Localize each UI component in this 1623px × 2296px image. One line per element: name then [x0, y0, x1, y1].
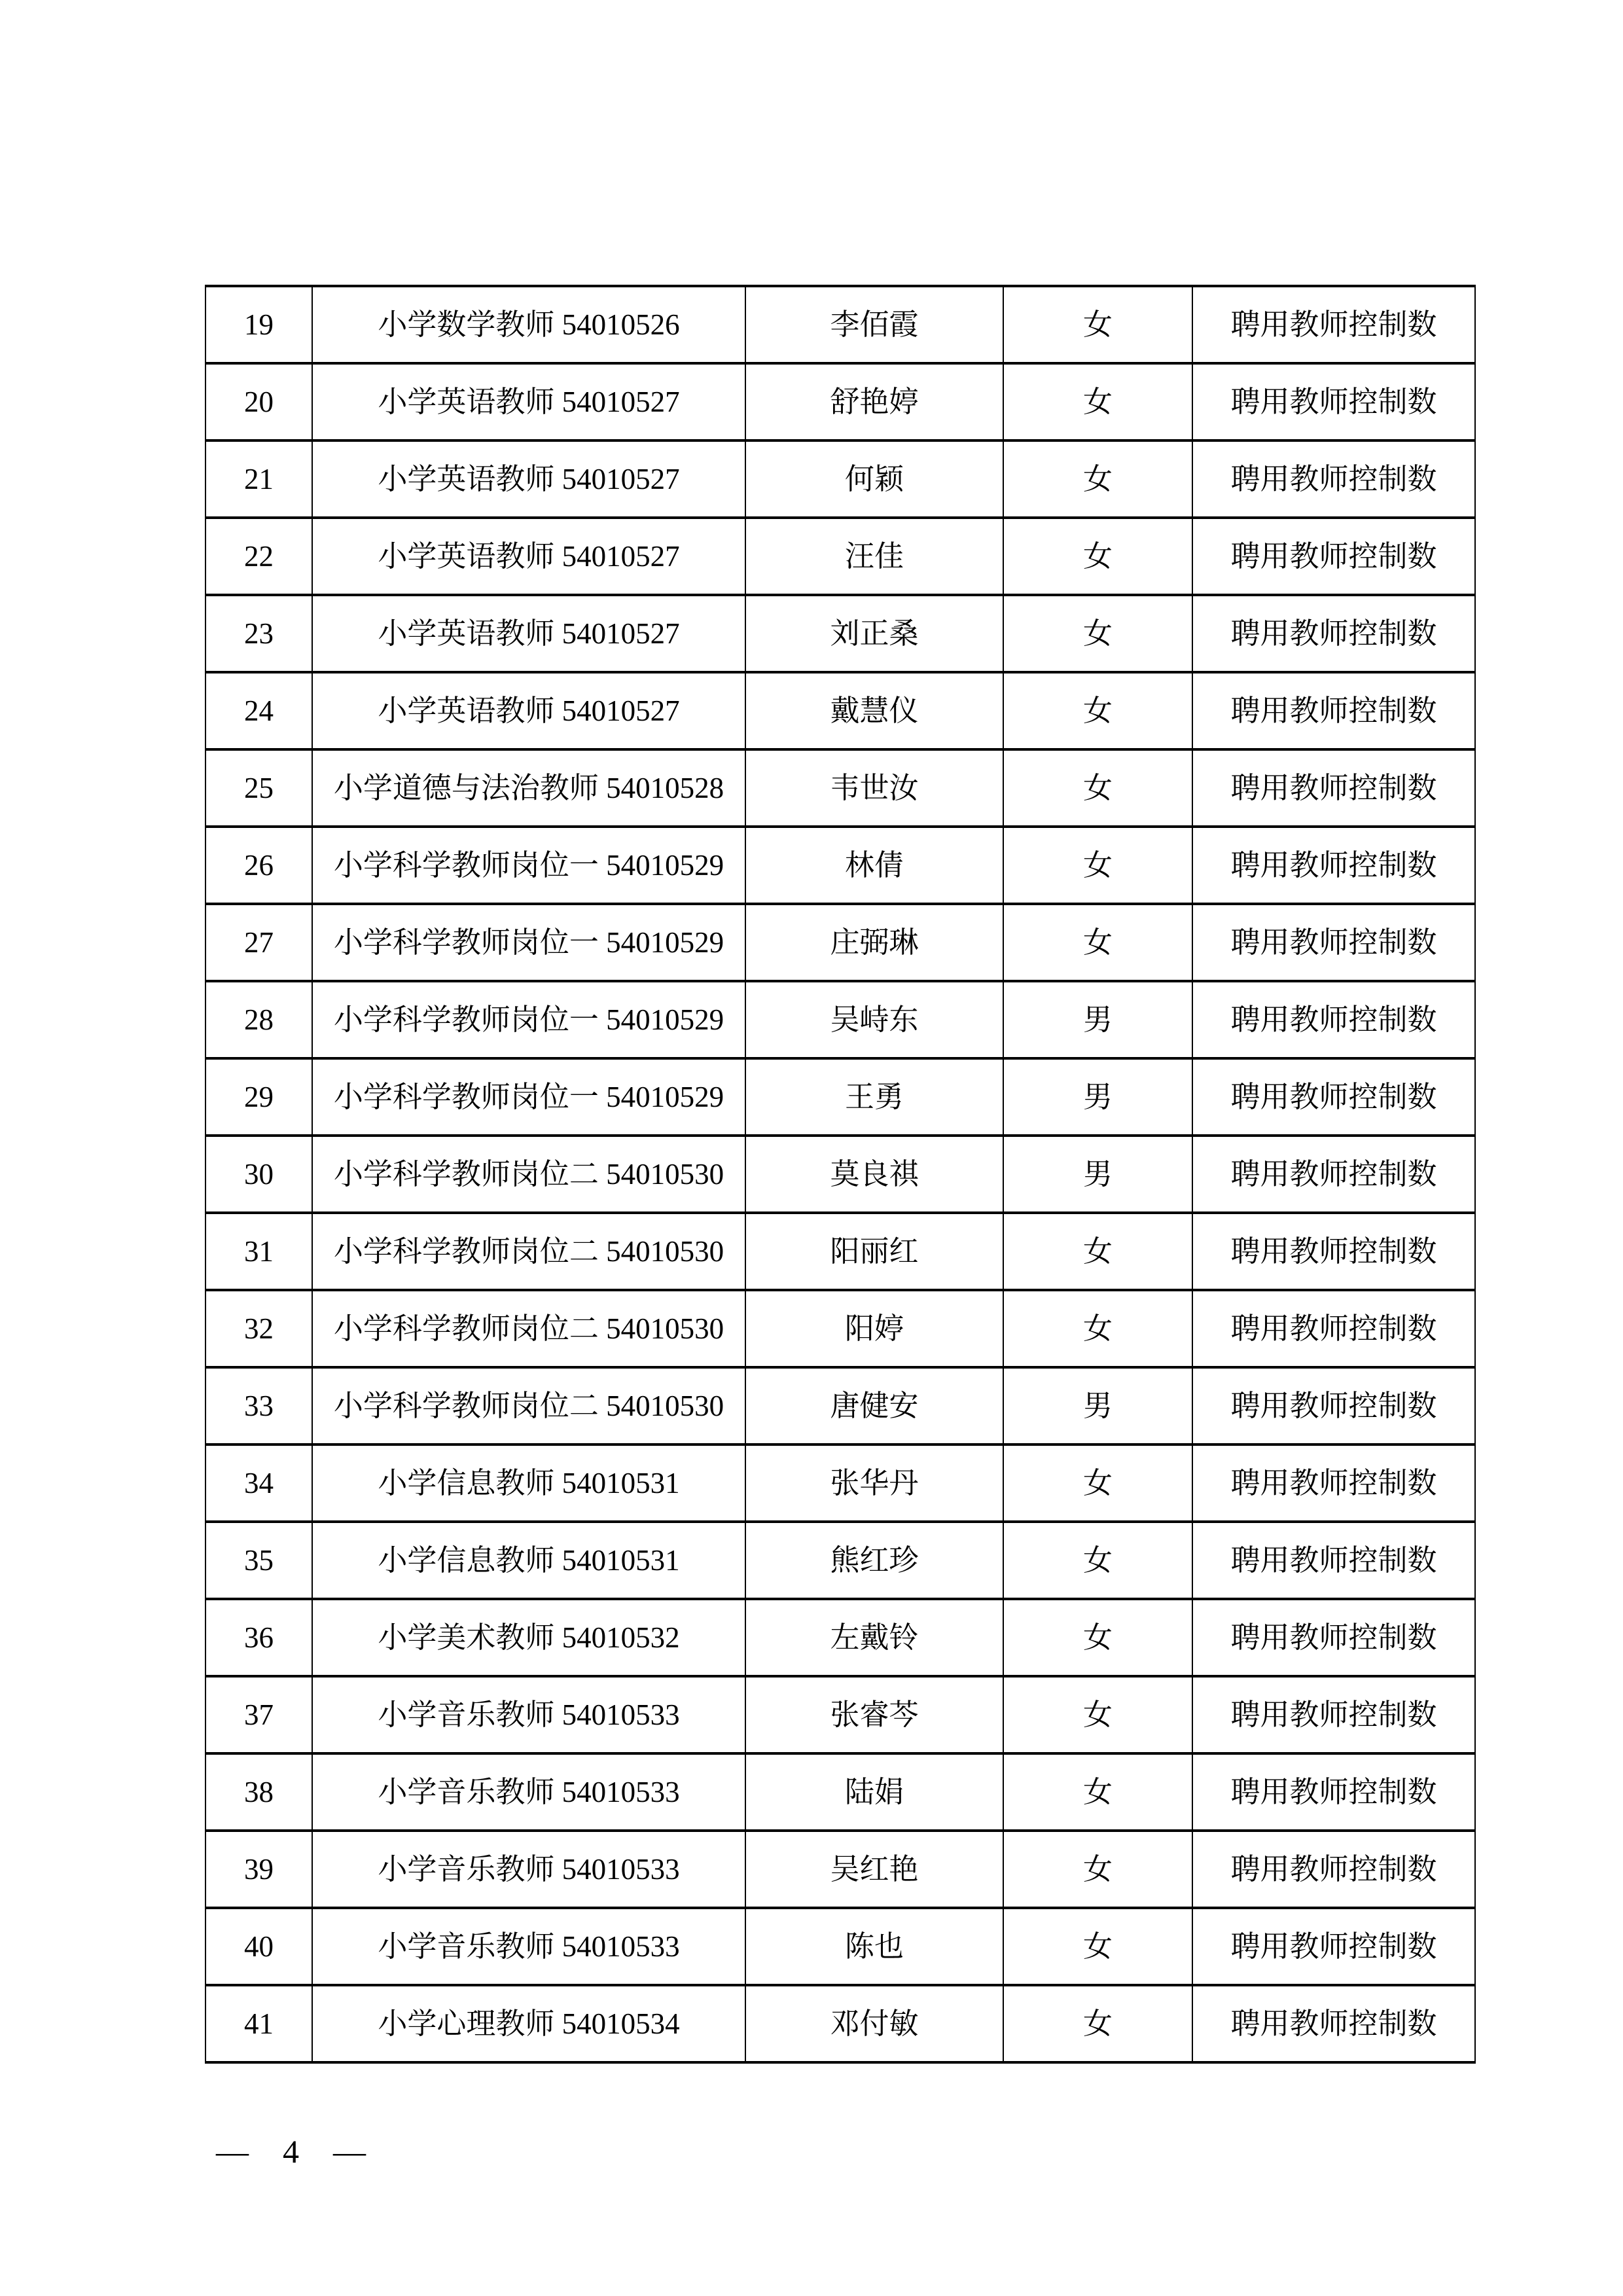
table-row: [205, 1058, 1475, 1136]
table-row: [205, 363, 1475, 440]
gender-cell: 女: [1003, 595, 1192, 672]
name-cell: 邓付敏: [745, 1985, 1003, 2062]
control-type-cell: 聘用教师控制数: [1192, 1444, 1475, 1522]
control-type-cell: 聘用教师控制数: [1192, 1136, 1475, 1213]
control-type-cell: 聘用教师控制数: [1192, 518, 1475, 595]
page-footer: [216, 2135, 366, 2168]
row-number-cell: 21: [205, 440, 312, 518]
row-number-cell: 34: [205, 1444, 312, 1522]
gender-cell: 女: [1003, 363, 1192, 440]
control-type-cell: 聘用教师控制数: [1192, 672, 1475, 749]
row-number-cell: 32: [205, 1290, 312, 1367]
position-cell: 小学科学教师岗位二 54010530: [312, 1367, 745, 1444]
table-row: [205, 1213, 1475, 1290]
position-cell: 小学英语教师 54010527: [312, 672, 745, 749]
position-cell: 小学英语教师 54010527: [312, 363, 745, 440]
name-cell: 莫良祺: [745, 1136, 1003, 1213]
position-cell: 小学音乐教师 54010533: [312, 1676, 745, 1753]
control-type-cell: 聘用教师控制数: [1192, 1676, 1475, 1753]
name-cell: 刘正桑: [745, 595, 1003, 672]
control-type-cell: 聘用教师控制数: [1192, 749, 1475, 827]
footer-dash-left: —: [216, 2133, 249, 2170]
table-row: [205, 518, 1475, 595]
row-number-cell: 23: [205, 595, 312, 672]
row-number-cell: 22: [205, 518, 312, 595]
position-cell: 小学信息教师 54010531: [312, 1522, 745, 1599]
page-number: 4: [283, 2133, 299, 2170]
position-cell: 小学心理教师 54010534: [312, 1985, 745, 2062]
row-number-cell: 31: [205, 1213, 312, 1290]
position-cell: 小学信息教师 54010531: [312, 1444, 745, 1522]
gender-cell: 女: [1003, 1599, 1192, 1676]
gender-cell: 女: [1003, 1290, 1192, 1367]
row-number-cell: 36: [205, 1599, 312, 1676]
gender-cell: 女: [1003, 1444, 1192, 1522]
row-number-cell: 20: [205, 363, 312, 440]
position-cell: 小学道德与法治教师 54010528: [312, 749, 745, 827]
table-row: [205, 672, 1475, 749]
footer-dash-right: —: [333, 2133, 366, 2170]
control-type-cell: 聘用教师控制数: [1192, 1753, 1475, 1831]
gender-cell: 男: [1003, 981, 1192, 1058]
position-cell: 小学科学教师岗位二 54010530: [312, 1290, 745, 1367]
row-number-cell: 28: [205, 981, 312, 1058]
control-type-cell: 聘用教师控制数: [1192, 1213, 1475, 1290]
position-cell: 小学音乐教师 54010533: [312, 1753, 745, 1831]
gender-cell: 女: [1003, 1213, 1192, 1290]
name-cell: 庄弼琳: [745, 904, 1003, 981]
table-row: [205, 440, 1475, 518]
name-cell: 韦世汝: [745, 749, 1003, 827]
position-cell: 小学英语教师 54010527: [312, 440, 745, 518]
gender-cell: 女: [1003, 749, 1192, 827]
name-cell: 王勇: [745, 1058, 1003, 1136]
name-cell: 吴峙东: [745, 981, 1003, 1058]
teacher-roster-table: [205, 285, 1476, 2064]
table-row: [205, 904, 1475, 981]
name-cell: 林倩: [745, 827, 1003, 904]
row-number-cell: 39: [205, 1831, 312, 1908]
table-row: [205, 1831, 1475, 1908]
table-row: [205, 1676, 1475, 1753]
control-type-cell: 聘用教师控制数: [1192, 1522, 1475, 1599]
name-cell: 唐健安: [745, 1367, 1003, 1444]
row-number-cell: 26: [205, 827, 312, 904]
row-number-cell: 35: [205, 1522, 312, 1599]
gender-cell: 女: [1003, 1676, 1192, 1753]
table-row: [205, 1908, 1475, 1985]
row-number-cell: 33: [205, 1367, 312, 1444]
table-row: [205, 1599, 1475, 1676]
name-cell: 阳丽红: [745, 1213, 1003, 1290]
table-row: [205, 749, 1475, 827]
table-row: [205, 1753, 1475, 1831]
control-type-cell: 聘用教师控制数: [1192, 1908, 1475, 1985]
control-type-cell: 聘用教师控制数: [1192, 981, 1475, 1058]
position-cell: 小学科学教师岗位一 54010529: [312, 1058, 745, 1136]
position-cell: 小学科学教师岗位二 54010530: [312, 1136, 745, 1213]
table-row: [205, 1444, 1475, 1522]
name-cell: 戴慧仪: [745, 672, 1003, 749]
table-row: [205, 1522, 1475, 1599]
row-number-cell: 19: [205, 286, 312, 363]
position-cell: 小学音乐教师 54010533: [312, 1908, 745, 1985]
gender-cell: 女: [1003, 1522, 1192, 1599]
row-number-cell: 40: [205, 1908, 312, 1985]
control-type-cell: 聘用教师控制数: [1192, 595, 1475, 672]
row-number-cell: 29: [205, 1058, 312, 1136]
name-cell: 阳婷: [745, 1290, 1003, 1367]
name-cell: 张睿芩: [745, 1676, 1003, 1753]
position-cell: 小学数学教师 54010526: [312, 286, 745, 363]
name-cell: 陆娟: [745, 1753, 1003, 1831]
control-type-cell: 聘用教师控制数: [1192, 1367, 1475, 1444]
position-cell: 小学科学教师岗位一 54010529: [312, 827, 745, 904]
control-type-cell: 聘用教师控制数: [1192, 1985, 1475, 2062]
table-row: [205, 1367, 1475, 1444]
control-type-cell: 聘用教师控制数: [1192, 1599, 1475, 1676]
name-cell: 熊红珍: [745, 1522, 1003, 1599]
name-cell: 张华丹: [745, 1444, 1003, 1522]
table-row: [205, 981, 1475, 1058]
row-number-cell: 37: [205, 1676, 312, 1753]
row-number-cell: 24: [205, 672, 312, 749]
control-type-cell: 聘用教师控制数: [1192, 363, 1475, 440]
control-type-cell: 聘用教师控制数: [1192, 827, 1475, 904]
gender-cell: 女: [1003, 672, 1192, 749]
table-row: [205, 286, 1475, 363]
row-number-cell: 41: [205, 1985, 312, 2062]
table-row: [205, 1136, 1475, 1213]
control-type-cell: 聘用教师控制数: [1192, 440, 1475, 518]
row-number-cell: 30: [205, 1136, 312, 1213]
gender-cell: 男: [1003, 1367, 1192, 1444]
gender-cell: 女: [1003, 1753, 1192, 1831]
control-type-cell: 聘用教师控制数: [1192, 904, 1475, 981]
gender-cell: 女: [1003, 440, 1192, 518]
gender-cell: 女: [1003, 518, 1192, 595]
row-number-cell: 27: [205, 904, 312, 981]
name-cell: 吴红艳: [745, 1831, 1003, 1908]
position-cell: 小学英语教师 54010527: [312, 595, 745, 672]
position-cell: 小学科学教师岗位二 54010530: [312, 1213, 745, 1290]
position-cell: 小学音乐教师 54010533: [312, 1831, 745, 1908]
control-type-cell: 聘用教师控制数: [1192, 286, 1475, 363]
control-type-cell: 聘用教师控制数: [1192, 1290, 1475, 1367]
gender-cell: 女: [1003, 1908, 1192, 1985]
position-cell: 小学科学教师岗位一 54010529: [312, 904, 745, 981]
gender-cell: 女: [1003, 904, 1192, 981]
name-cell: 舒艳婷: [745, 363, 1003, 440]
row-number-cell: 38: [205, 1753, 312, 1831]
teacher-roster-body: [205, 286, 1475, 2062]
name-cell: 汪佳: [745, 518, 1003, 595]
row-number-cell: 25: [205, 749, 312, 827]
table-row: [205, 1985, 1475, 2062]
control-type-cell: 聘用教师控制数: [1192, 1058, 1475, 1136]
table-row: [205, 827, 1475, 904]
table-row: [205, 1290, 1475, 1367]
position-cell: 小学科学教师岗位一 54010529: [312, 981, 745, 1058]
name-cell: 陈也: [745, 1908, 1003, 1985]
table-row: [205, 595, 1475, 672]
gender-cell: 女: [1003, 1985, 1192, 2062]
control-type-cell: 聘用教师控制数: [1192, 1831, 1475, 1908]
name-cell: 左戴铃: [745, 1599, 1003, 1676]
gender-cell: 女: [1003, 286, 1192, 363]
gender-cell: 男: [1003, 1136, 1192, 1213]
position-cell: 小学美术教师 54010532: [312, 1599, 745, 1676]
name-cell: 何颖: [745, 440, 1003, 518]
gender-cell: 女: [1003, 827, 1192, 904]
gender-cell: 女: [1003, 1831, 1192, 1908]
name-cell: 李佰霞: [745, 286, 1003, 363]
gender-cell: 男: [1003, 1058, 1192, 1136]
position-cell: 小学英语教师 54010527: [312, 518, 745, 595]
